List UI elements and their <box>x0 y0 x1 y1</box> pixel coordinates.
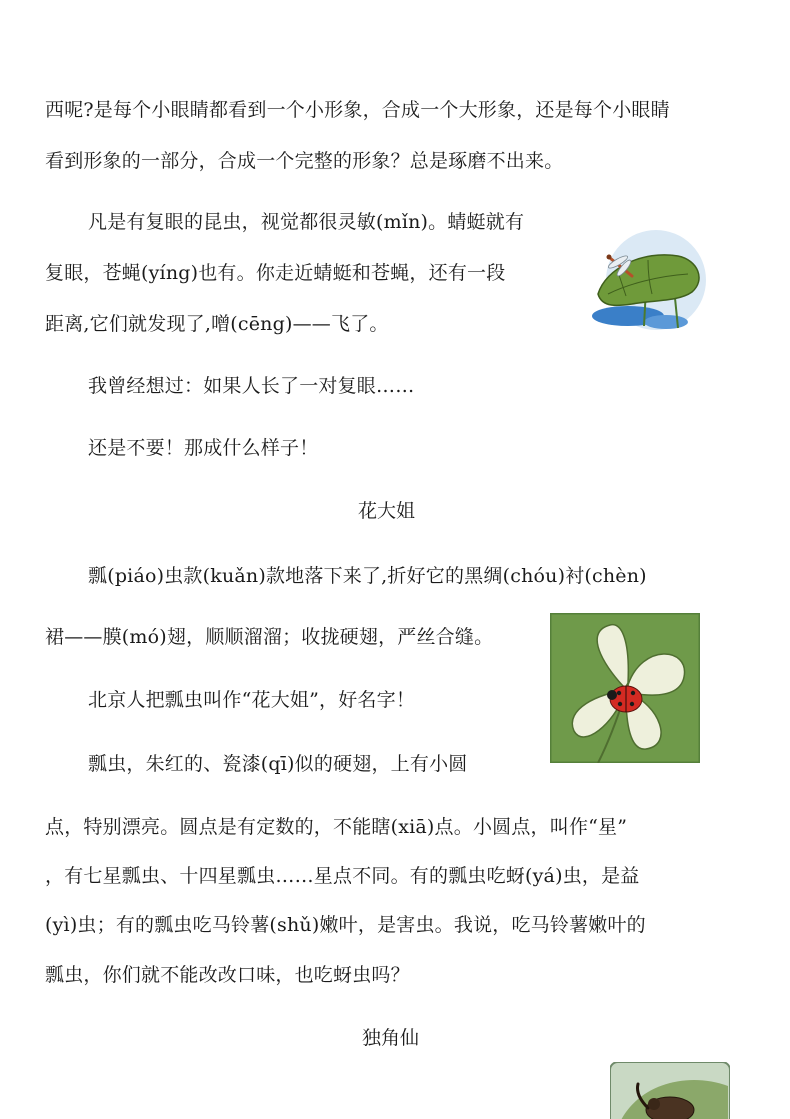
compound-eye-line-1: 凡是有复眼的昆虫，视觉都很灵敏(mǐn)。蜻蜓就有 <box>88 211 525 233</box>
ladybug-line-1: 瓢(piáo)虫款(kuǎn)款地落下来了,折好它的黑绸(chóu)衬(chèn) <box>88 565 647 587</box>
ladybug-line-4: 瓢虫，朱红的、瓷漆(qī)似的硬翅，上有小圆 <box>88 753 468 775</box>
intro-line-2: 看到形象的一部分，合成一个完整的形象？总是琢磨不出来。 <box>45 150 564 172</box>
refusal-line: 还是不要！那成什么样子！ <box>88 437 319 459</box>
ladybug-line-5: 点，特别漂亮。圆点是有定数的，不能瞎(xiā)点。小圆点，叫作“星” <box>45 816 628 838</box>
ladybug-line-3: 北京人把瓢虫叫作“花大姐”，好名字！ <box>88 689 416 711</box>
ladybug-clover-illustration <box>550 613 700 763</box>
thought-line: 我曾经想过：如果人长了一对复眼…… <box>88 375 415 397</box>
compound-eye-line-3: 距离,它们就发现了,噌(cēng)——飞了。 <box>45 313 389 335</box>
beetle-section-heading: 独角仙 <box>362 1027 420 1049</box>
ladybug-line-6: ，有七星瓢虫、十四星瓢虫……星点不同。有的瓢虫吃蚜(yá)虫，是益 <box>45 865 640 887</box>
ladybug-line-2: 裙——膜(mó)翅，顺顺溜溜；收拢硬翅，严丝合缝。 <box>45 626 494 648</box>
beetle-illustration <box>610 1062 730 1119</box>
dragonfly-lotus-illustration <box>588 228 708 338</box>
ladybug-section-heading: 花大姐 <box>358 500 416 522</box>
ladybug-line-7: (yì)虫；有的瓢虫吃马铃薯(shǔ)嫩叶，是害虫。我说，吃马铃薯嫩叶的 <box>45 914 646 936</box>
intro-line-1: 西呢?是每个小眼睛都看到一个小形象，合成一个大形象，还是每个小眼睛 <box>45 99 670 121</box>
ladybug-line-8: 瓢虫，你们就不能改改口味，也吃蚜虫吗？ <box>45 964 410 986</box>
compound-eye-line-2: 复眼，苍蝇(yíng)也有。你走近蜻蜓和苍蝇，还有一段 <box>45 262 506 284</box>
